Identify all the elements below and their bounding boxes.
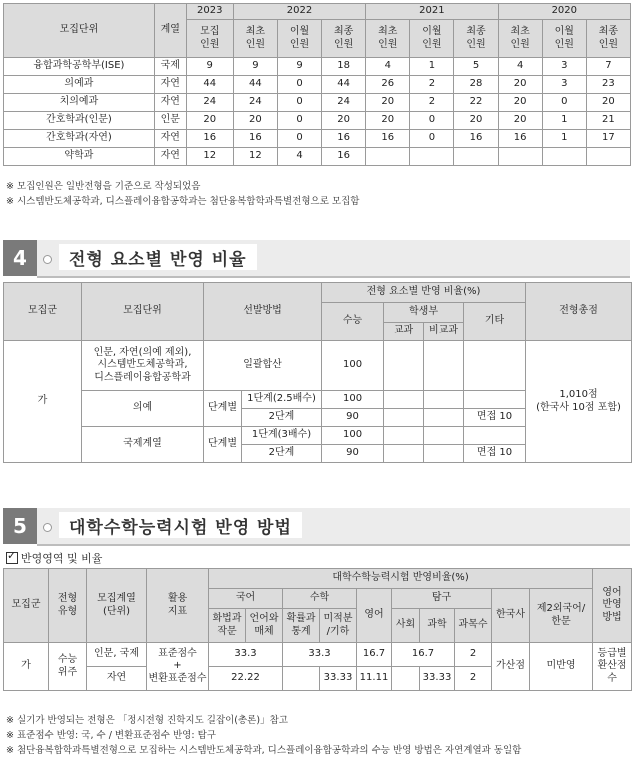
value-cell: 3 — [542, 58, 586, 76]
csat-cell: 100 — [322, 391, 384, 409]
csat-cell: 90 — [322, 445, 384, 463]
value-cell: 20 — [322, 112, 366, 130]
count-cell: 2 — [455, 667, 492, 691]
unit-cell: 융합과학공학부(ISE) — [4, 58, 155, 76]
csat-cell: 100 — [322, 427, 384, 445]
value-cell: 24 — [186, 94, 233, 112]
value-cell: 1 — [542, 112, 586, 130]
value-cell: 20 — [498, 112, 542, 130]
value-cell: 20 — [366, 94, 410, 112]
note-3a: ※ 실기가 반영되는 전형은 「정시전형 진학지도 길잡이(총론)」참고 — [6, 715, 288, 726]
value-cell: 9 — [233, 58, 277, 76]
value-cell: 16 — [322, 130, 366, 148]
subheader-col: 이월 인원 — [277, 20, 321, 58]
value-cell: 9 — [277, 58, 321, 76]
method-cell: 일괄합산 — [204, 341, 322, 391]
value-cell: 20 — [186, 112, 233, 130]
value-cell: 0 — [277, 94, 321, 112]
value-cell: 24 — [322, 94, 366, 112]
year-2023: 2023 — [186, 4, 233, 20]
header-index: 활용 지표 — [147, 569, 209, 643]
value-cell: 16 — [186, 130, 233, 148]
subheader-col: 이월 인원 — [410, 20, 454, 58]
value-cell: 20 — [498, 76, 542, 94]
index-cell: 표준점수 + 변환표준점수 — [147, 643, 209, 691]
header-eng-method: 영어 반영 방법 — [593, 569, 632, 643]
interview-cell: 면접 10 — [464, 445, 526, 463]
value-cell: 1 — [410, 58, 454, 76]
header-field: 계열 — [154, 4, 186, 58]
value-cell: 16 — [498, 130, 542, 148]
subheader-col: 최초 인원 — [498, 20, 542, 58]
value-cell: 44 — [233, 76, 277, 94]
header-korean: 국어 — [209, 589, 283, 609]
stage-cell: 단계별 — [204, 427, 242, 463]
header-speech-writing: 화법과 작문 — [209, 609, 246, 643]
header-subject-count: 과목수 — [455, 609, 492, 643]
stage-cell: 단계별 — [204, 391, 242, 427]
field-cell: 국제 — [154, 58, 186, 76]
table-row — [4, 58, 631, 76]
subheader-col: 최종 인원 — [322, 20, 366, 58]
section-title: 전형 요소별 반영 비율 — [59, 244, 257, 270]
value-cell: 20 — [366, 112, 410, 130]
admission-history-table — [3, 3, 631, 166]
note-3b: ※ 표준점수 반영: 국, 수 / 변환표준점수 반영: 탐구 — [6, 730, 216, 741]
value-cell: 4 — [277, 148, 321, 166]
note-1a: ※ 모집인원은 일반전형을 기준으로 작성되었음 — [6, 181, 201, 192]
table-row — [4, 94, 631, 112]
value-cell: 26 — [366, 76, 410, 94]
korean-cell: 22.22 — [209, 667, 283, 691]
value-cell: 0 — [542, 94, 586, 112]
value-cell: 24 — [233, 94, 277, 112]
element-ratio-table — [3, 282, 632, 463]
value-cell: 4 — [366, 58, 410, 76]
unit-cell: 치의예과 — [4, 94, 155, 112]
eng-method-cell: 등급별 환산점수 — [593, 643, 632, 691]
header-language-media: 언어와 매체 — [246, 609, 283, 643]
unit-cell: 의예 — [82, 391, 204, 427]
header-ratio: 전형 요소별 반영 비율(%) — [322, 283, 526, 303]
value-cell: 23 — [586, 76, 630, 94]
header-inquiry: 탐구 — [392, 589, 492, 609]
science-cell: 33.33 — [420, 667, 455, 691]
value-cell: 9 — [186, 58, 233, 76]
unit-cell: 간호학과(인문) — [4, 112, 155, 130]
header-social: 사회 — [392, 609, 420, 643]
value-cell: 20 — [454, 112, 498, 130]
unit-cell: 간호학과(자연) — [4, 130, 155, 148]
field-cell: 자연 — [154, 76, 186, 94]
section-number: 5 — [3, 508, 37, 544]
value-cell — [366, 148, 410, 166]
value-cell: 12 — [186, 148, 233, 166]
type-cell: 수능 위주 — [49, 643, 87, 691]
header-science: 과학 — [420, 609, 455, 643]
header-english: 영어 — [357, 589, 392, 643]
table-row — [4, 148, 631, 166]
year-2022: 2022 — [233, 4, 365, 20]
header-csat: 수능 — [322, 303, 384, 341]
value-cell: 0 — [277, 76, 321, 94]
csat-cell: 100 — [322, 341, 384, 391]
header-calculus: 미적분 /기하 — [320, 609, 357, 643]
bullet-icon — [43, 255, 52, 264]
value-cell — [586, 148, 630, 166]
value-cell: 16 — [233, 130, 277, 148]
unit-cell: 의예과 — [4, 76, 155, 94]
unit-cell: 국제계열 — [82, 427, 204, 463]
subheader-col: 최초 인원 — [233, 20, 277, 58]
value-cell: 16 — [322, 148, 366, 166]
note-3c: ※ 첨단융복합학과특별전형으로 모집하는 시스템반도체공학과, 디스플레이융합공학과의 수능 반영 방법은 자연계열과 동일함 — [6, 745, 522, 756]
value-cell: 5 — [454, 58, 498, 76]
value-cell: 18 — [322, 58, 366, 76]
header-method: 선발방법 — [204, 283, 322, 341]
header-second-language: 제2외국어/ 한문 — [530, 589, 593, 643]
value-cell: 16 — [454, 130, 498, 148]
value-cell — [410, 148, 454, 166]
header-group: 모집군 — [4, 569, 49, 643]
field-cell: 자연 — [154, 94, 186, 112]
csat-cell: 90 — [322, 409, 384, 427]
english-cell: 16.7 — [357, 643, 392, 667]
value-cell — [498, 148, 542, 166]
value-cell: 7 — [586, 58, 630, 76]
field-cell: 자연 — [154, 130, 186, 148]
value-cell: 44 — [322, 76, 366, 94]
value-cell: 4 — [498, 58, 542, 76]
field-cell: 자연 — [154, 148, 186, 166]
header-school-record: 학생부 — [384, 303, 464, 323]
value-cell: 28 — [454, 76, 498, 94]
value-cell: 44 — [186, 76, 233, 94]
value-cell: 20 — [586, 94, 630, 112]
value-cell — [542, 148, 586, 166]
value-cell: 0 — [277, 112, 321, 130]
header-unit: 모집단위 — [4, 4, 155, 58]
value-cell: 3 — [542, 76, 586, 94]
history-cell: 가산점 — [492, 643, 530, 691]
count-cell: 2 — [455, 643, 492, 667]
value-cell: 22 — [454, 94, 498, 112]
inquiry-cell: 16.7 — [392, 643, 455, 667]
value-cell: 16 — [366, 130, 410, 148]
value-cell — [454, 148, 498, 166]
csat-method-table — [3, 568, 632, 691]
interview-cell: 면접 10 — [464, 409, 526, 427]
total-cell: 1,010점 (한국사 10점 포함) — [526, 341, 632, 463]
header-nonsubject: 비교과 — [424, 323, 464, 341]
subheader-col: 최종 인원 — [454, 20, 498, 58]
second-language-cell: 미반영 — [530, 643, 593, 691]
english-cell: 11.11 — [357, 667, 392, 691]
year-2020: 2020 — [498, 4, 630, 20]
year-2021: 2021 — [366, 4, 498, 20]
stage-2-cell: 2단계 — [242, 445, 322, 463]
header-field: 모집계열 (단위) — [87, 569, 147, 643]
unit-cell: 인문, 자연(의예 제외), 시스템반도체공학과, 디스플레이융합공학과 — [82, 341, 204, 391]
subheader-col: 최초 인원 — [366, 20, 410, 58]
group-cell: 가 — [4, 341, 82, 463]
section-4-header — [3, 240, 630, 276]
section-5-header — [3, 508, 630, 544]
subsection-label: ✓ 반영영역 및 비율 — [6, 550, 102, 566]
header-ratio: 대학수학능력시험 반영비율(%) — [209, 569, 593, 589]
subheader-col: 이월 인원 — [542, 20, 586, 58]
value-cell: 0 — [410, 130, 454, 148]
value-cell: 17 — [586, 130, 630, 148]
field-cell: 인문 — [154, 112, 186, 130]
table-row — [4, 112, 631, 130]
header-etc: 기타 — [464, 303, 526, 341]
value-cell: 20 — [233, 112, 277, 130]
value-cell: 0 — [277, 130, 321, 148]
subheader-col: 모집 인원 — [186, 20, 233, 58]
stage-1-cell: 1단계(3배수) — [242, 427, 322, 445]
header-math: 수학 — [283, 589, 357, 609]
stage-2-cell: 2단계 — [242, 409, 322, 427]
section-number: 4 — [3, 240, 37, 276]
header-type: 전형 유형 — [49, 569, 87, 643]
table-row — [4, 76, 631, 94]
math-cell: 33.33 — [320, 667, 357, 691]
subheader-col: 최종 인원 — [586, 20, 630, 58]
note-1b: ※ 시스템반도체공학과, 디스플레이융합공학과는 첨단융복합학과특별전형으로 모집함 — [6, 196, 360, 207]
field-cell: 자연 — [87, 667, 147, 691]
value-cell: 12 — [233, 148, 277, 166]
value-cell: 2 — [410, 94, 454, 112]
group-cell: 가 — [4, 643, 49, 691]
value-cell: 0 — [410, 112, 454, 130]
value-cell: 2 — [410, 76, 454, 94]
header-total: 전형총점 — [526, 283, 632, 341]
checkbox-icon — [6, 552, 18, 564]
table-row — [4, 130, 631, 148]
korean-cell: 33.3 — [209, 643, 283, 667]
math-cell: 33.3 — [283, 643, 357, 667]
value-cell: 20 — [498, 94, 542, 112]
header-history: 한국사 — [492, 589, 530, 643]
header-unit: 모집단위 — [82, 283, 204, 341]
value-cell: 21 — [586, 112, 630, 130]
header-subject: 교과 — [384, 323, 424, 341]
section-title: 대학수학능력시험 반영 방법 — [59, 512, 302, 538]
bullet-icon — [43, 523, 52, 532]
field-cell: 인문, 국제 — [87, 643, 147, 667]
stage-1-cell: 1단계(2.5배수) — [242, 391, 322, 409]
value-cell: 1 — [542, 130, 586, 148]
unit-cell: 약학과 — [4, 148, 155, 166]
header-group: 모집군 — [4, 283, 82, 341]
header-probability: 확률과 통계 — [283, 609, 320, 643]
